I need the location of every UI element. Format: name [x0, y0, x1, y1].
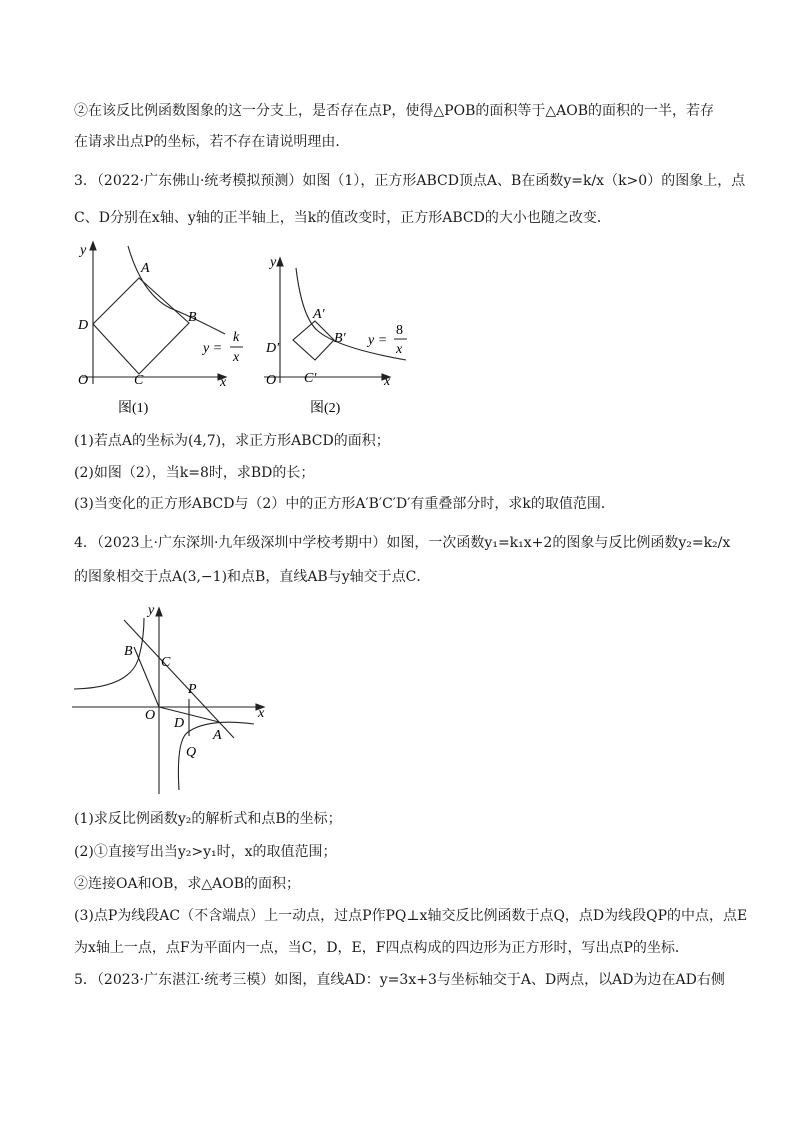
y-label: y [148, 603, 155, 618]
square-abcd [93, 278, 189, 374]
text-line: (2)①直接写出当y₂>y₁时，x的取值范围； [74, 844, 337, 860]
text-line: (3)当变化的正方形ABCD与（2）中的正方形A′B′C′D′有重叠部分时，求k的取值范围． [74, 496, 615, 512]
equation-numerator: k [233, 330, 240, 345]
origin-label: O [145, 708, 156, 723]
y-arrow [156, 608, 162, 616]
text-line: (2)如图（2），当k=8时，求BD的长； [74, 465, 315, 481]
figure-1 [70, 234, 255, 420]
figure-caption: 图(2) [310, 401, 341, 416]
hyperbola-curve [128, 246, 225, 334]
y-label: y [80, 243, 87, 258]
hyperbola-upper-left [74, 618, 144, 689]
point-a-label: A′ [313, 307, 325, 322]
x-label: x [258, 706, 265, 721]
point-a-label: A [141, 261, 150, 276]
point-b-label: B [124, 644, 133, 659]
text-line: (1)求反比例函数y₂的解析式和点B的坐标； [74, 811, 342, 827]
figure-3 [68, 600, 278, 800]
equation-lhs: y = [368, 333, 388, 348]
y-arrow [90, 242, 96, 250]
origin-label: O [78, 373, 89, 388]
text-line: ②在该反比例函数图象的这一分支上，是否存在点P，使得△POB的面积等于△AOB的面积的一半，若存 [74, 103, 715, 119]
point-c-label: C [134, 373, 144, 388]
point-p-label: P [188, 682, 197, 697]
figure-2 [258, 248, 418, 420]
equation-lhs: y = [203, 341, 223, 356]
point-c-label: C′ [304, 371, 317, 386]
point-d-label: D [78, 318, 89, 333]
point-c-label: C [161, 655, 171, 670]
text-line: 为x轴上一点，点F为平面内一点，当C，D，E，F四点构成的四边形为正方形时，写出点P的坐标． [74, 940, 689, 956]
point-b-label: B′ [334, 331, 346, 346]
point-d-label: D′ [266, 341, 280, 356]
equation-denominator: x [396, 342, 403, 357]
equation-numerator: 8 [396, 323, 403, 338]
x-label: x [384, 374, 391, 389]
text-line: (1)若点A的坐标为(4,7)，求正方形ABCD的面积； [74, 433, 390, 449]
x-label: x [220, 375, 227, 390]
text-line: (3)点P为线段AC（不含端点）上一动点，过点P作PQ⊥x轴交反比例函数于点Q，点D为线段QP的中点，点E [74, 908, 748, 924]
text-line: C、D分别在x轴、y轴的正半轴上，当k的值改变时，正方形ABCD的大小也随之改变． [74, 210, 611, 226]
text-line: 3．（2022·广东佛山·统考模拟预测）如图（1），正方形ABCD顶点A、B在函数y=k/x（k>0）的图象上，点 [74, 173, 746, 189]
point-a-label: A [213, 728, 222, 743]
point-q-label: Q [186, 745, 197, 760]
y-arrow [277, 258, 283, 266]
y-label: y [270, 255, 277, 270]
origin-label: O [266, 373, 277, 388]
text-line: 的图象相交于点A(3,−1)和点B，直线AB与y轴交于点C． [74, 569, 431, 585]
point-b-label: B [188, 310, 197, 325]
equation-denominator: x [233, 350, 240, 365]
segment-ob [134, 647, 159, 707]
text-line: 5．（2023·广东湛江·统考三模）如图，直线AD：y=3x+3与坐标轴交于A、D两点，以AD为边在AD右侧 [74, 972, 725, 988]
figure-caption: 图(1) [118, 401, 149, 416]
text-line: 4．（2023上·广东深圳·九年级深圳中学校考期中）如图，一次函数y₁=k₁x+2的图象与反比例函数y₂=k₂/x [74, 535, 731, 551]
point-d-label: D [174, 716, 185, 731]
text-line: ②连接OA和OB，求△AOB的面积； [74, 876, 300, 892]
text-line: 在请求出点P的坐标，若不存在请说明理由． [74, 134, 350, 150]
